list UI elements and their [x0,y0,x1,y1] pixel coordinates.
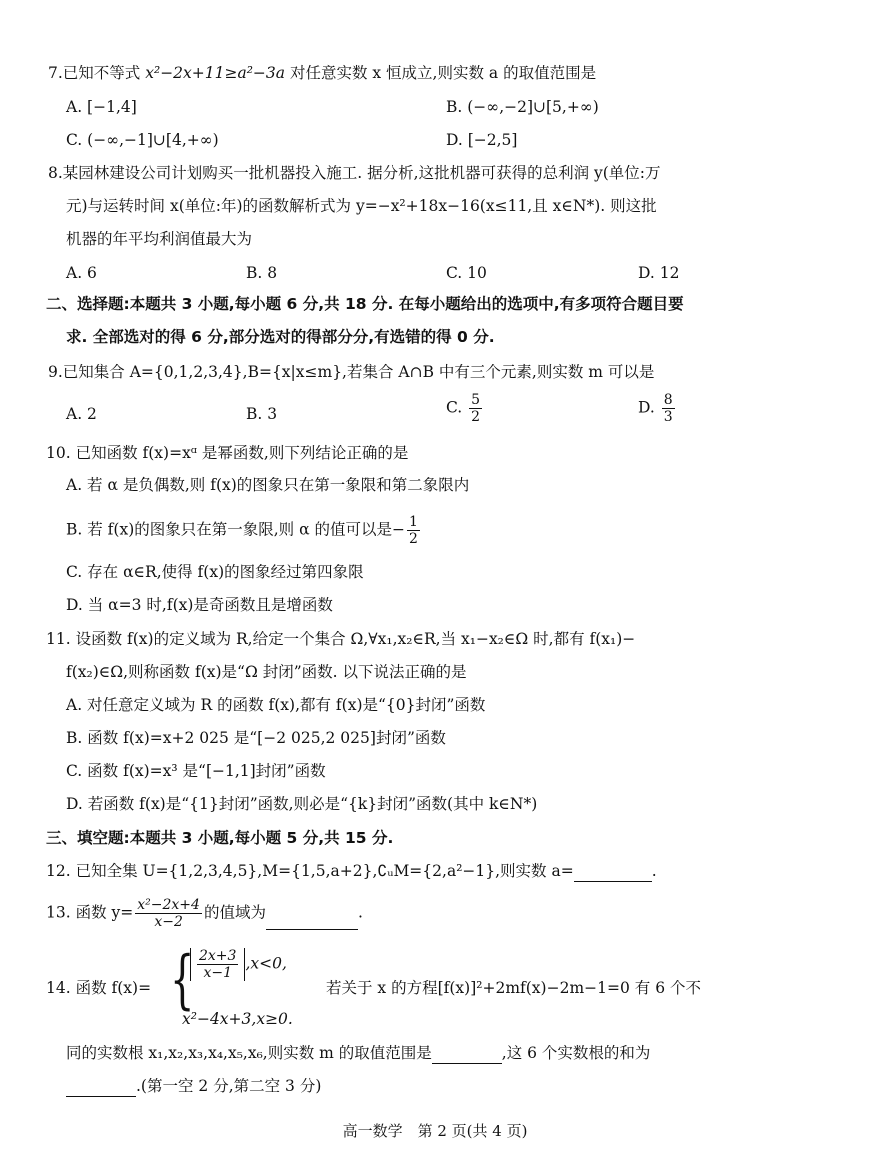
q9-fraction-c: $\frac{5}{2}$ [471,392,481,425]
q10-stem: 10. 已知函数 f(x)=xᵅ 是幂函数,则下列结论正确的是 [46,444,409,462]
section-2-heading-cont: 求. 全部选对的得 6 分,部分选对的得部分分,有选错的得 0 分. [66,328,495,346]
q9-option-b: B. 3 [246,405,278,423]
q9-option-c: C. $\frac{5}{2}$ [446,392,481,425]
piecewise-brace-icon: { [170,943,195,1017]
q14-stem: 若关于 x 的方程[f(x)]²+2mf(x)−2m−1=0 有 6 个不 [326,979,701,997]
q7-inequality: x²−2x+11≥a²−3a [145,64,286,82]
page-footer: 高一数学 第 2 页(共 4 页) [342,1122,528,1140]
q8-option-a: A. 6 [66,264,97,282]
q10-option-d: D. 当 α=3 时,f(x)是奇函数且是增函数 [66,596,333,614]
q11-line-2: f(x₂)∈Ω,则称函数 f(x)是“Ω 封闭”函数. 以下说法正确的是 [66,663,467,681]
q8-line-1: 8.某园林建设公司计划购买一批机器投入施工. 据分析,这批机器可获得的总利润 y(单位:万 [48,164,661,182]
q13-fraction: $\frac{\text{x²−2x+4}}{x-2}$ [137,897,200,930]
q9-stem: 9.已知集合 A={0,1,2,3,4},B={x|x≤m},若集合 A∩B 中有三个元素,则实数 m 可以是 [48,363,655,381]
q9-option-d: D. $\frac{8}{3}$ [638,392,673,425]
q14-prefix: 14. 函数 f(x)= [46,979,152,997]
q8-line-3: 机器的年平均利润值最大为 [66,230,253,248]
q9-option-a: A. 2 [66,405,97,423]
q7-option-b: B. (−∞,−2]∪[5,+∞) [446,98,599,116]
q10-option-a: A. 若 α 是负偶数,则 f(x)的图象只在第一象限和第二象限内 [66,476,470,494]
q14-line-2: 同的实数根 x₁,x₂,x₃,x₄,x₅,x₆,则实数 m 的取值范围是 ,这 6 个实数根的和为 [66,1044,651,1062]
section-3-heading: 三、填空题:本题共 3 小题,每小题 5 分,共 15 分. [46,829,394,847]
q14-answer-blank-1[interactable] [432,1047,502,1064]
q7-number: 7. [48,64,63,82]
q7-option-a: A. [−1,4] [66,98,137,116]
q14-line-3: .(第一空 2 分,第二空 3 分) [66,1075,321,1097]
q10-option-b: B. 若 f(x)的图象只在第一象限,则 α 的值可以是− $\frac{1}{2}$ [66,514,418,547]
q9-number: 9. [48,363,63,381]
q11-option-a: A. 对任意定义域为 R 的函数 f(x),都有 f(x)是“{0}封闭”函数 [66,696,486,714]
q14-piece-1: $\frac{2x+3}{x-1}$ ,x<0, [190,948,287,981]
q13-answer-blank[interactable] [266,913,358,930]
absolute-value: $\frac{2x+3}{x-1}$ [190,948,245,981]
q13-stem: 13. 函数 y= $\frac{\text{x²−2x+4}}{x-2}$ 的值域为 . [46,897,363,930]
q8-number: 8. [48,164,63,182]
q12-answer-blank[interactable] [574,865,652,882]
q11-line-1: 11. 设函数 f(x)的定义域为 R,给定一个集合 Ω,∀x₁,x₂∈R,当 x₁−x₂∈Ω 时,都有 f(x₁)− [46,630,636,648]
q10-option-c: C. 存在 α∈R,使得 f(x)的图象经过第四象限 [66,563,364,581]
q9-fraction-d: $\frac{8}{3}$ [663,392,673,425]
q7-option-c: C. (−∞,−1]∪[4,+∞) [66,131,219,149]
q14-piece-2: x²−4x+3,x≥0. [182,1010,293,1028]
q8-line-2: 元)与运转时间 x(单位:年)的函数解析式为 y=−x²+18x−16(x≤11,且 x∈N*). 则这批 [66,197,657,215]
q11-option-b: B. 函数 f(x)=x+2 025 是“[−2 025,2 025]封闭”函数 [66,729,446,747]
q12-stem: 12. 已知全集 U={1,2,3,4,5},M={1,5,a+2},∁ᵤM={2,a²−1},则实数 a= . [46,862,657,880]
q7-stem: 7.已知不等式 x²−2x+11≥a²−3a 对任意实数 x 恒成立,则实数 a 的取值范围是 [48,64,597,82]
section-2-heading: 二、选择题:本题共 3 小题,每小题 6 分,共 18 分. 在每小题给出的选项中,有多项符合题目要 [46,295,684,313]
q14-answer-blank-2[interactable] [66,1080,136,1097]
q11-option-d: D. 若函数 f(x)是“{1}封闭”函数,则必是“{k}封闭”函数(其中 k∈N*) [66,795,538,813]
q8-option-b: B. 8 [246,264,278,282]
q10-fraction-b: $\frac{1}{2}$ [408,514,418,547]
q11-option-c: C. 函数 f(x)=x³ 是“[−1,1]封闭”函数 [66,762,326,780]
q8-option-d: D. 12 [638,264,680,282]
q8-option-c: C. 10 [446,264,487,282]
q7-option-d: D. [−2,5] [446,131,518,149]
